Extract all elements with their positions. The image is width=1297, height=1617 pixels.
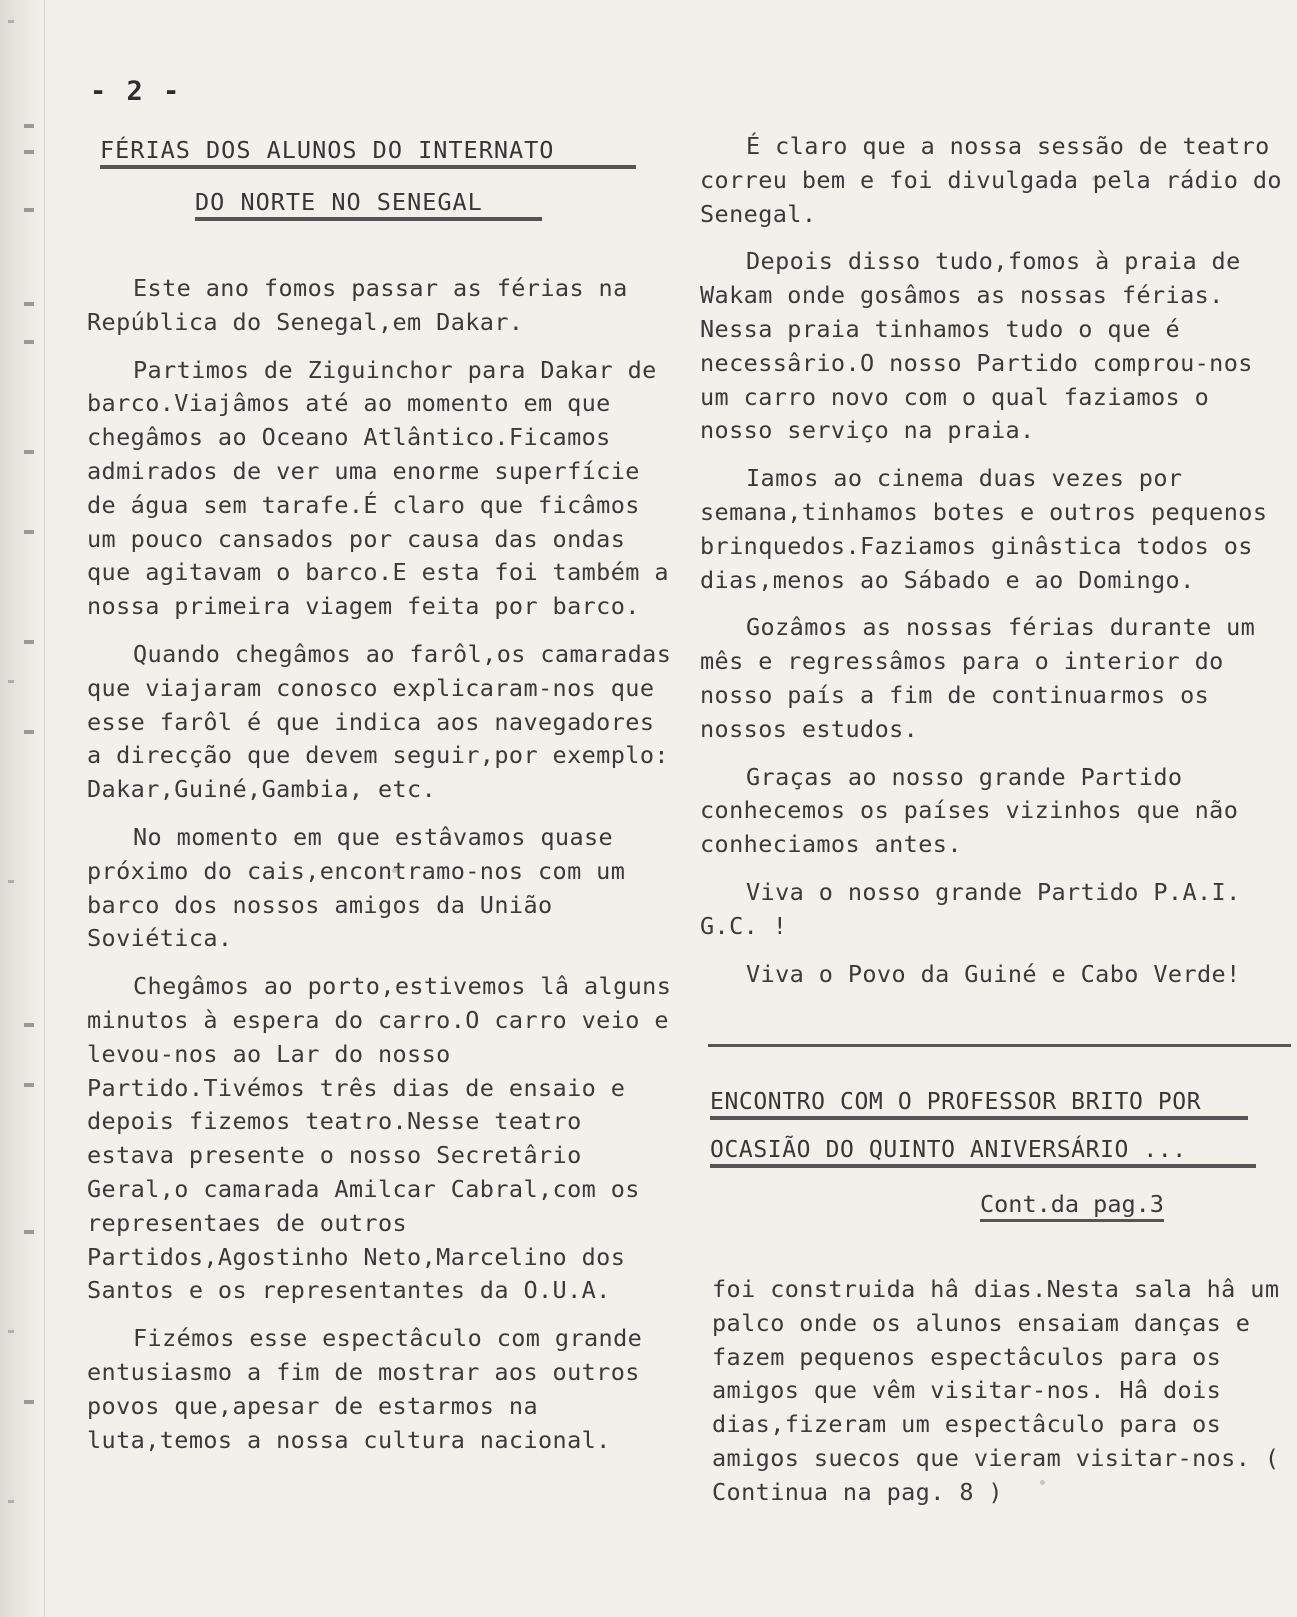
paragraph: Quando chegâmos ao farôl,os camaradas que viajaram conosco explicaram-nos que esse farôl é que indica aos navegadores a direcção que devem seguir,por exemplo: Dakar,Guiné,Gambia, etc. <box>87 639 672 804</box>
slogan: Viva o nosso grande Partido P.A.I. G.C. ! <box>700 877 1241 940</box>
right-column <box>700 130 1290 1005</box>
slogan: Viva o Povo da Guiné e Cabo Verde! <box>746 959 1241 988</box>
continued-article-body <box>712 1273 1287 1524</box>
continued-article-title-line2: OCASIÃO DO QUINTO ANIVERSÁRIO ... <box>710 1137 1256 1168</box>
paragraph: Gozâmos as nossas férias durante um mês e regressâmos para o interior do nosso país a fim de continuarmos os nossos estudos. <box>700 613 1256 743</box>
page-number: - 2 - <box>90 76 182 107</box>
paragraph: Iamos ao cinema duas vezes por semana,tinhamos botes e outros pequenos brinquedos.Faziamos ginâstica todos os dias,menos ao Sábado e ao Domingo. <box>700 464 1268 594</box>
left-column <box>87 272 673 1471</box>
paragraph: Partimos de Ziguinchor para Dakar de barco.Viajâmos até ao momento em que chegâmos ao Oceano Atlântico.Ficamos admirados de ver uma enorme superfície de água sem tarafe.É claro que ficâmos um pouco cansados por causa das ondas que agitavam o barco.E esta foi também a nossa primeira viagem feita por barco. <box>87 355 669 621</box>
paragraph: No momento em que estâvamos quase próximo do cais,encontramo-nos com um barco dos nossos amigos da União Soviética. <box>87 822 626 953</box>
paragraph: Graças ao nosso grande Partido conhecemos os países vizinhos que não conheciamos antes. <box>700 762 1239 859</box>
continued-article-title-line1: ENCONTRO COM O PROFESSOR BRITO POR <box>710 1089 1248 1120</box>
paragraph: Depois disso tudo,fomos à praia de Wakam onde gosâmos as nossas férias. Nessa praia tinhamos tudo o que é necessârio.O nosso Partido comprou-nos um carro novo com o qual faziamos o nosso serviço na praia. <box>700 247 1253 445</box>
paragraph: Chegâmos ao porto,estivemos lâ alguns minutos à espera do carro.O carro veio e levou-nos ao Lar do nosso Partido.Tivémos três dias de ensaio e depois fizemos teatro.Nesse teatro estava presente o nosso Secretârio Geral,o camarada Amilcar Cabral,com os representaes de outros Partidos,Agostinho Neto,Marcelino dos Santos e os representantes da O.U.A. <box>87 972 672 1305</box>
paragraph: foi construida hâ dias.Nesta sala hâ um palco onde os alunos ensaiam danças e fazem pequenos espectâculos para os amigos que vêm visitar-nos. Hâ dois dias,fizeram um espectâculo para os amigos suecos que vieram visitar-nos. ( Continua na pag. 8 ) <box>712 1275 1280 1506</box>
article-title-line1: FÉRIAS DOS ALUNOS DO INTERNATO <box>100 136 636 169</box>
paragraph: Fizémos esse espectâculo com grande entusiasmo a fim de mostrar aos outros povos que,apesar de estarmos na luta,temos a nossa cultura nacional. <box>87 1324 643 1454</box>
paragraph: É claro que a nossa sessão de teatro correu bem e foi divulgada pela rádio do Senegal. <box>700 132 1282 228</box>
article-title-line2: DO NORTE NO SENEGAL <box>195 188 542 221</box>
continuation-note: Cont.da pag.3 <box>980 1190 1164 1222</box>
section-divider <box>708 1044 1291 1047</box>
binding-margin <box>0 0 45 1617</box>
paragraph: Este ano fomos passar as férias na República do Senegal,em Dakar. <box>87 274 628 336</box>
